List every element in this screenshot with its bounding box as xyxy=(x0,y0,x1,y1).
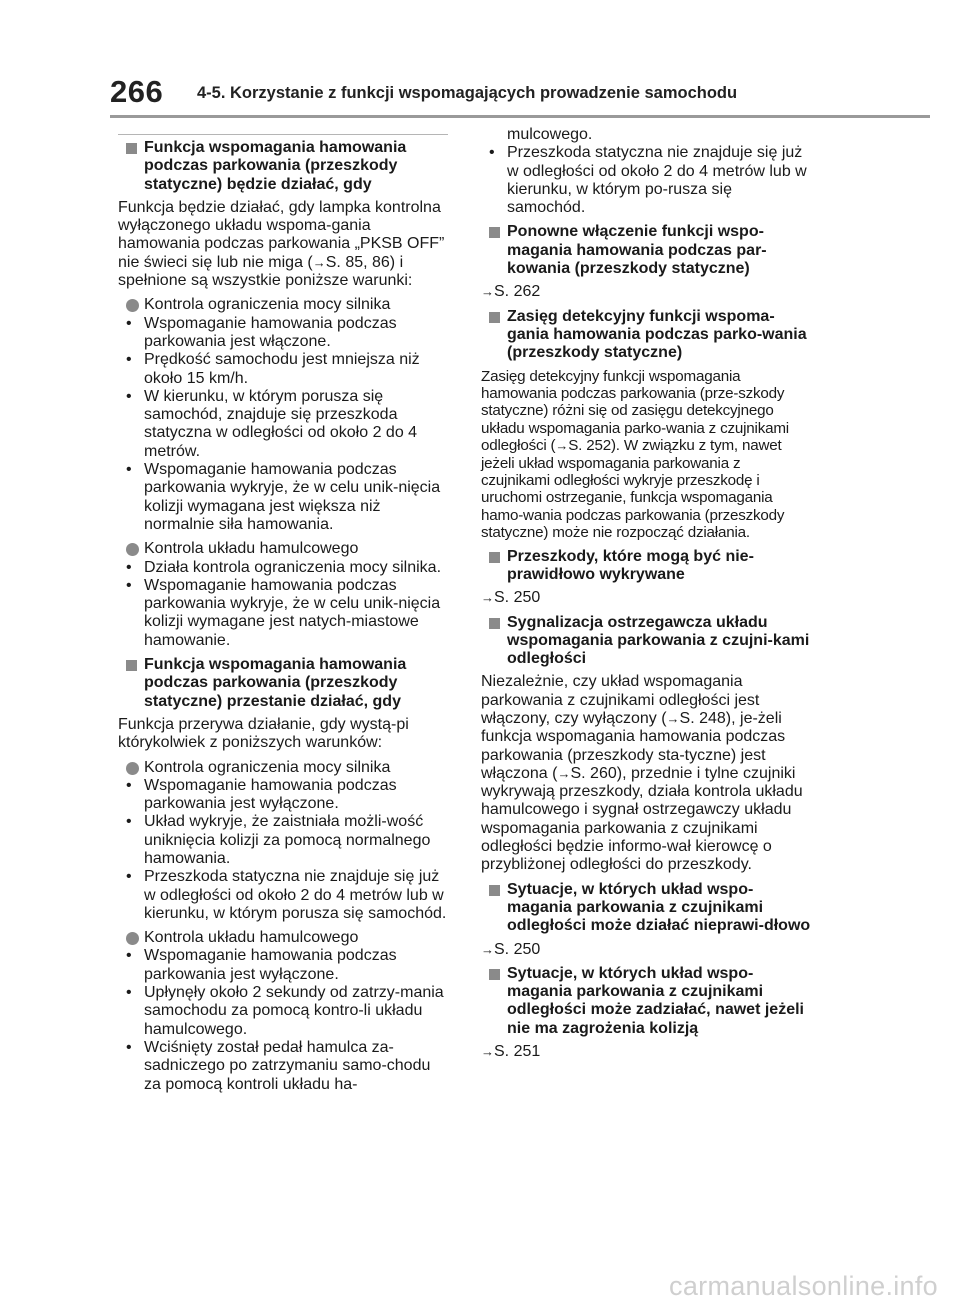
page-reference: →S. 262 xyxy=(481,283,541,301)
heading-malfunction-situations: Sytuacje, w których układ wspo-magania parkowania z czujnikami odległości może działać nieprawi-dłowo xyxy=(481,881,811,936)
list-item: • Wspomaganie hamowania podczas parkowania wykryje, że w celu unik-nięcia kolizji wymagana jest większa niż normalnie siła hamowania. xyxy=(118,461,448,534)
list-item: • Wspomaganie hamowania podczas parkowania wykryje, że w celu unik-nięcia kolizji wymagane jest natych-miastowe hamowanie. xyxy=(118,577,448,650)
subheading-engine-output: Kontrola ograniczenia mocy silnika xyxy=(118,759,448,777)
subheading-brake-control: Kontrola układu hamulcowego xyxy=(118,540,448,558)
page-reference: →S. 251 xyxy=(481,1043,541,1061)
arrow-icon: → xyxy=(481,1044,494,1060)
section-title: 4-5. Korzystanie z funkcji wspomagających prowadzenie samochodu xyxy=(197,84,738,102)
paragraph-conditions: Funkcja będzie działać, gdy lampka kontrolna wyłączonego układu wspoma-gania hamowania podczas parkowania „PKSB OFF” nie świeci się lub nie miga (→S. 85, 86) i spełnione są wszystkie poniższe warunki: xyxy=(118,198,445,290)
circle-bullet-icon xyxy=(126,762,139,775)
list-item: • Wspomaganie hamowania podczas parkowania jest wyłączone. xyxy=(118,777,448,814)
subheading-brake-control: Kontrola układu hamulcowego xyxy=(118,929,448,947)
list-item: • Prędkość samochodu jest mniejsza niż około 15 km/h. xyxy=(118,351,448,388)
arrow-icon: → xyxy=(481,284,494,300)
list-item: • Wciśnięty został pedał hamulca za-sadniczego po zatrzymaniu samo-chodu za pomocą kontroli układu ha- xyxy=(118,1039,448,1094)
arrow-icon: → xyxy=(481,590,494,606)
square-bullet-icon xyxy=(489,227,500,238)
heading-reenable: Ponowne włączenie funkcji wspo-magania hamowania podczas par-kowania (przeszkody statyczne) xyxy=(481,223,811,278)
heading-false-activation: Sytuacje, w których układ wspo-magania parkowania z czujnikami odległości może zadziałać, nawet jeżeli nie ma zagrożenia kolizją xyxy=(481,965,811,1038)
arrow-icon: → xyxy=(481,941,494,957)
page-number: 266 xyxy=(110,74,164,109)
square-bullet-icon xyxy=(489,312,500,323)
heading-detection-range: Zasięg detekcyjny funkcji wspoma-gania hamowania podczas parko-wania (przeszkody statyczne) xyxy=(481,308,811,363)
bullet-list xyxy=(481,144,811,217)
list-item: • Wspomaganie hamowania podczas parkowania jest włączone. xyxy=(118,315,448,352)
paragraph-warning-signal: Niezależnie, czy układ wspomagania parkowania z czujnikami odległości jest włączony, czy wyłączony (→S. 248), je-żeli funkcja wspomagania hamowania podczas parkowania (przeszkody sta-tyczne) jest włączona (→S. 260), przednie i tylne czujniki wykrywają przeszkody, działa kontrola układu hamulcowego i sygnał ostrzegawczy układu wspomagania parkowania z czujnikami odległości będzie informo-wał kierowcę o przybliżonej odległości do przeszkody. xyxy=(481,673,803,874)
bullet-list xyxy=(118,315,448,535)
square-bullet-icon xyxy=(126,660,137,671)
bullet-list xyxy=(118,559,448,650)
right-column xyxy=(481,126,811,1067)
list-item: • Upłynęły około 2 sekundy od zatrzy-mania samochodu za pomocą kontro-li układu hamulcowego. xyxy=(118,984,448,1039)
list-item: • Układ wykryje, że zaistniała możli-wość uniknięcia kolizji za pomocą normalnego hamowania. xyxy=(118,813,448,868)
paragraph-detection-range: Zasięg detekcyjny funkcji wspomagania hamowania podczas parkowania (prze-szkody statyczne) różni się od zasięgu detekcyjnego układu wspomagania parko-wania z czujnikami odległości (→S. 252). W związku z tym, nawet jeżeli układ wspomagania parkowania z czujnikami odległości wykryje przeszkodę i uruchomi ostrzeganie, funkcja wspomagania hamo-wania podczas parkowania (przeszkody statyczne) może nie rozpocząć działania. xyxy=(481,367,789,542)
circle-bullet-icon xyxy=(126,543,139,556)
heading-will-stop: Funkcja wspomagania hamowania podczas parkowania (przeszkody statyczne) przestanie działać, gdy xyxy=(118,656,448,711)
circle-bullet-icon xyxy=(126,932,139,945)
square-bullet-icon xyxy=(489,552,500,563)
square-bullet-icon xyxy=(126,143,137,154)
page-reference: →S. 250 xyxy=(481,940,541,958)
bullet-list xyxy=(118,947,448,1093)
list-item: • Przeszkoda statyczna nie znajduje się już w odległości od około 2 do 4 metrów lub w kierunku, w którym po-rusza się samochód. xyxy=(481,144,811,217)
header-rule xyxy=(110,115,930,118)
square-bullet-icon xyxy=(489,618,500,629)
list-item: • W kierunku, w którym porusza się samochód, znajduje się przeszkoda statyczna w odległości od około 2 do 4 metrów. xyxy=(118,388,448,461)
square-bullet-icon xyxy=(489,885,500,896)
watermark: carmanualsonline.info xyxy=(669,1271,938,1301)
column-rule xyxy=(118,134,448,135)
heading-warning-signal: Sygnalizacja ostrzegawcza układu wspomagania parkowania z czujni-kami odległości xyxy=(481,614,811,669)
list-item: • Działa kontrola ograniczenia mocy silnika. xyxy=(118,559,448,577)
arrow-icon: → xyxy=(312,254,326,270)
page-header xyxy=(0,0,960,125)
paragraph-stop-conditions: Funkcja przerywa działanie, gdy wystą-pi którykolwiek z poniższych warunków: xyxy=(118,715,409,752)
continued-text: mulcowego. xyxy=(507,126,593,143)
page-reference: →S. 250 xyxy=(481,589,541,607)
heading-will-operate: Funkcja wspomagania hamowania podczas parkowania (przeszkody statyczne) będzie działać, gdy xyxy=(118,139,448,194)
bullet-list xyxy=(118,777,448,923)
list-item: • Wspomaganie hamowania podczas parkowania jest wyłączone. xyxy=(118,947,448,984)
list-item: • Przeszkoda statyczna nie znajduje się już w odległości od około 2 do 4 metrów lub w kierunku, w którym porusza się samochód. xyxy=(118,868,448,923)
arrow-icon: → xyxy=(666,711,680,726)
heading-misdetected-obstacles: Przeszkody, które mogą być nie-prawidłowo wykrywane xyxy=(481,548,811,585)
square-bullet-icon xyxy=(489,969,500,980)
arrow-icon: → xyxy=(557,765,571,781)
subheading-engine-output: Kontrola ograniczenia mocy silnika xyxy=(118,296,448,314)
circle-bullet-icon xyxy=(126,299,139,312)
left-column xyxy=(118,133,448,1100)
arrow-icon: → xyxy=(555,438,569,454)
